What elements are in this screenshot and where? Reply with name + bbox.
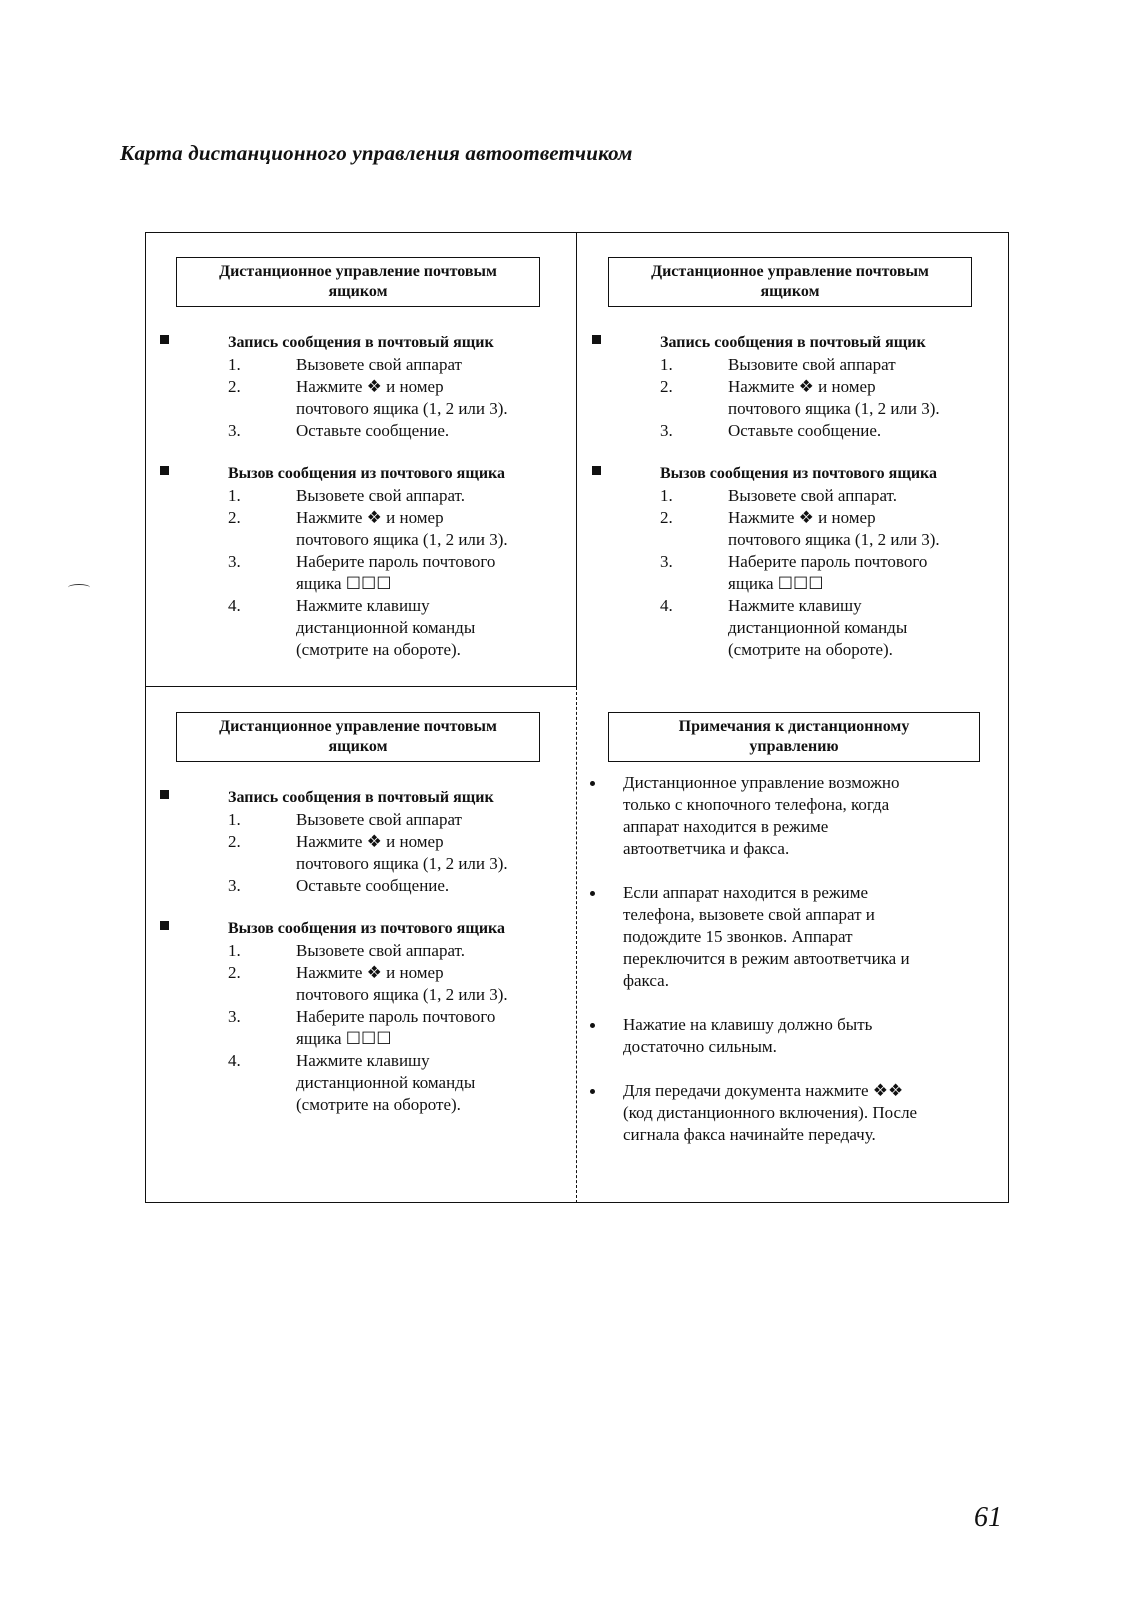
step-text: Нажмите ❖ и номер почтового ящика (1, 2 или 3).: [728, 508, 940, 549]
step-item: [228, 376, 586, 420]
step-number: 3.: [228, 876, 241, 895]
step-item: [660, 376, 1018, 420]
step-number: 2.: [660, 377, 673, 396]
step-item: [228, 1050, 586, 1116]
section-title: Запись сообщения в почтовый ящик: [228, 789, 494, 806]
section-title: Запись сообщения в почтовый ящик: [660, 334, 926, 351]
step-item: [228, 809, 586, 831]
steps-list: [660, 354, 1018, 442]
panel-header: Дистанционное управление почтовым ящиком: [608, 257, 972, 307]
step-text: Нажмите ❖ и номер почтового ящика (1, 2 или 3).: [296, 508, 508, 549]
step-text: Нажмите клавишу дистанционной команды (смотрите на обороте).: [296, 1051, 476, 1114]
step-item: [228, 962, 586, 1006]
section-title: Вызов сообщения из почтового ящика: [660, 465, 938, 482]
step-text: Вызовете свой аппарат: [296, 810, 462, 829]
step-number: 1.: [228, 810, 241, 829]
step-number: 1.: [228, 486, 241, 505]
note-item: [590, 1080, 990, 1146]
step-number: 3.: [660, 421, 673, 440]
square-bullet-icon: [160, 466, 169, 475]
step-text: Вызовете свой аппарат.: [296, 941, 465, 960]
step-number: 3.: [660, 552, 673, 571]
step-text: Нажмите ❖ и номер почтового ящика (1, 2 или 3).: [728, 377, 940, 418]
step-number: 3.: [228, 421, 241, 440]
step-text: Нажмите клавишу дистанционной команды (смотрите на обороте).: [728, 596, 908, 659]
steps-list: [228, 940, 586, 1116]
step-text: Наберите пароль почтового ящика ☐☐☐: [296, 552, 496, 593]
step-item: [660, 595, 1018, 661]
step-number: 1.: [228, 355, 241, 374]
step-text: Оставьте сообщение.: [728, 421, 882, 440]
round-bullet-icon: [590, 1089, 595, 1094]
step-item: [228, 485, 586, 507]
step-number: 1.: [660, 486, 673, 505]
step-text: Вызовете свой аппарат: [296, 355, 462, 374]
note-text: Если аппарат находится в режиме телефона, вызовете свой аппарат и подождите 15 звонков. Аппарат переключится в режим автоответчика и факса.: [623, 883, 910, 990]
step-item: [228, 875, 586, 897]
notes-header: Примечания к дистанционному управлению: [608, 712, 980, 762]
notes-list: [590, 772, 990, 1168]
section-title: Запись сообщения в почтовый ящик: [228, 334, 494, 351]
note-text: Нажатие на клавишу должно быть достаточно сильным.: [623, 1015, 873, 1056]
note-item: [590, 882, 990, 992]
step-number: 3.: [228, 552, 241, 571]
step-text: Вызовите свой аппарат: [728, 355, 896, 374]
step-text: Нажмите ❖ и номер почтового ящика (1, 2 или 3).: [296, 377, 508, 418]
step-number: 2.: [228, 832, 241, 851]
step-number: 4.: [228, 596, 241, 615]
step-item: [228, 940, 586, 962]
panel-header: Дистанционное управление почтовым ящиком: [176, 712, 540, 762]
step-text: Наберите пароль почтового ящика ☐☐☐: [728, 552, 928, 593]
step-text: Оставьте сообщение.: [296, 876, 450, 895]
steps-list: [228, 354, 586, 442]
step-number: 2.: [660, 508, 673, 527]
round-bullet-icon: [590, 891, 595, 896]
square-bullet-icon: [160, 790, 169, 799]
step-item: [660, 485, 1018, 507]
step-item: [660, 551, 1018, 595]
step-text: Оставьте сообщение.: [296, 421, 450, 440]
square-bullet-icon: [160, 335, 169, 344]
steps-list: [228, 809, 586, 897]
step-number: 1.: [660, 355, 673, 374]
step-item: [660, 354, 1018, 376]
step-item: [228, 507, 586, 551]
round-bullet-icon: [590, 781, 595, 786]
page-number: 61: [974, 1502, 1002, 1533]
note-text: Для передачи документа нажмите ❖❖ (код дистанционного включения). После сигнала факса начинайте передачу.: [623, 1081, 918, 1144]
step-number: 3.: [228, 1007, 241, 1026]
steps-list: [660, 485, 1018, 661]
section-title: Вызов сообщения из почтового ящика: [228, 465, 506, 482]
note-item: [590, 772, 990, 860]
card-divider-horizontal: [145, 686, 577, 687]
step-text: Наберите пароль почтового ящика ☐☐☐: [296, 1007, 496, 1048]
step-number: 2.: [228, 377, 241, 396]
square-bullet-icon: [592, 335, 601, 344]
round-bullet-icon: [590, 1023, 595, 1028]
step-item: [228, 831, 586, 875]
step-number: 2.: [228, 508, 241, 527]
step-text: Нажмите ❖ и номер почтового ящика (1, 2 или 3).: [296, 963, 508, 1004]
step-text: Вызовете свой аппарат.: [728, 486, 897, 505]
step-text: Нажмите клавишу дистанционной команды (смотрите на обороте).: [296, 596, 476, 659]
note-item: [590, 1014, 990, 1058]
step-item: [228, 551, 586, 595]
step-number: 4.: [228, 1051, 241, 1070]
step-item: [660, 420, 1018, 442]
square-bullet-icon: [160, 921, 169, 930]
section-title: Вызов сообщения из почтового ящика: [228, 920, 506, 937]
page-title: Карта дистанционного управления автоответчиком: [120, 141, 633, 165]
note-text: Дистанционное управление возможно только с кнопочного телефона, когда аппарат находится в режиме автоответчика и факса.: [623, 773, 900, 858]
step-item: [228, 595, 586, 661]
step-text: Вызовете свой аппарат.: [296, 486, 465, 505]
scan-mark: [68, 584, 90, 591]
step-number: 1.: [228, 941, 241, 960]
step-item: [228, 420, 586, 442]
step-text: Нажмите ❖ и номер почтового ящика (1, 2 или 3).: [296, 832, 508, 873]
square-bullet-icon: [592, 466, 601, 475]
panel-header: Дистанционное управление почтовым ящиком: [176, 257, 540, 307]
step-number: 4.: [660, 596, 673, 615]
step-item: [228, 1006, 586, 1050]
step-item: [660, 507, 1018, 551]
step-item: [228, 354, 586, 376]
steps-list: [228, 485, 586, 661]
step-number: 2.: [228, 963, 241, 982]
